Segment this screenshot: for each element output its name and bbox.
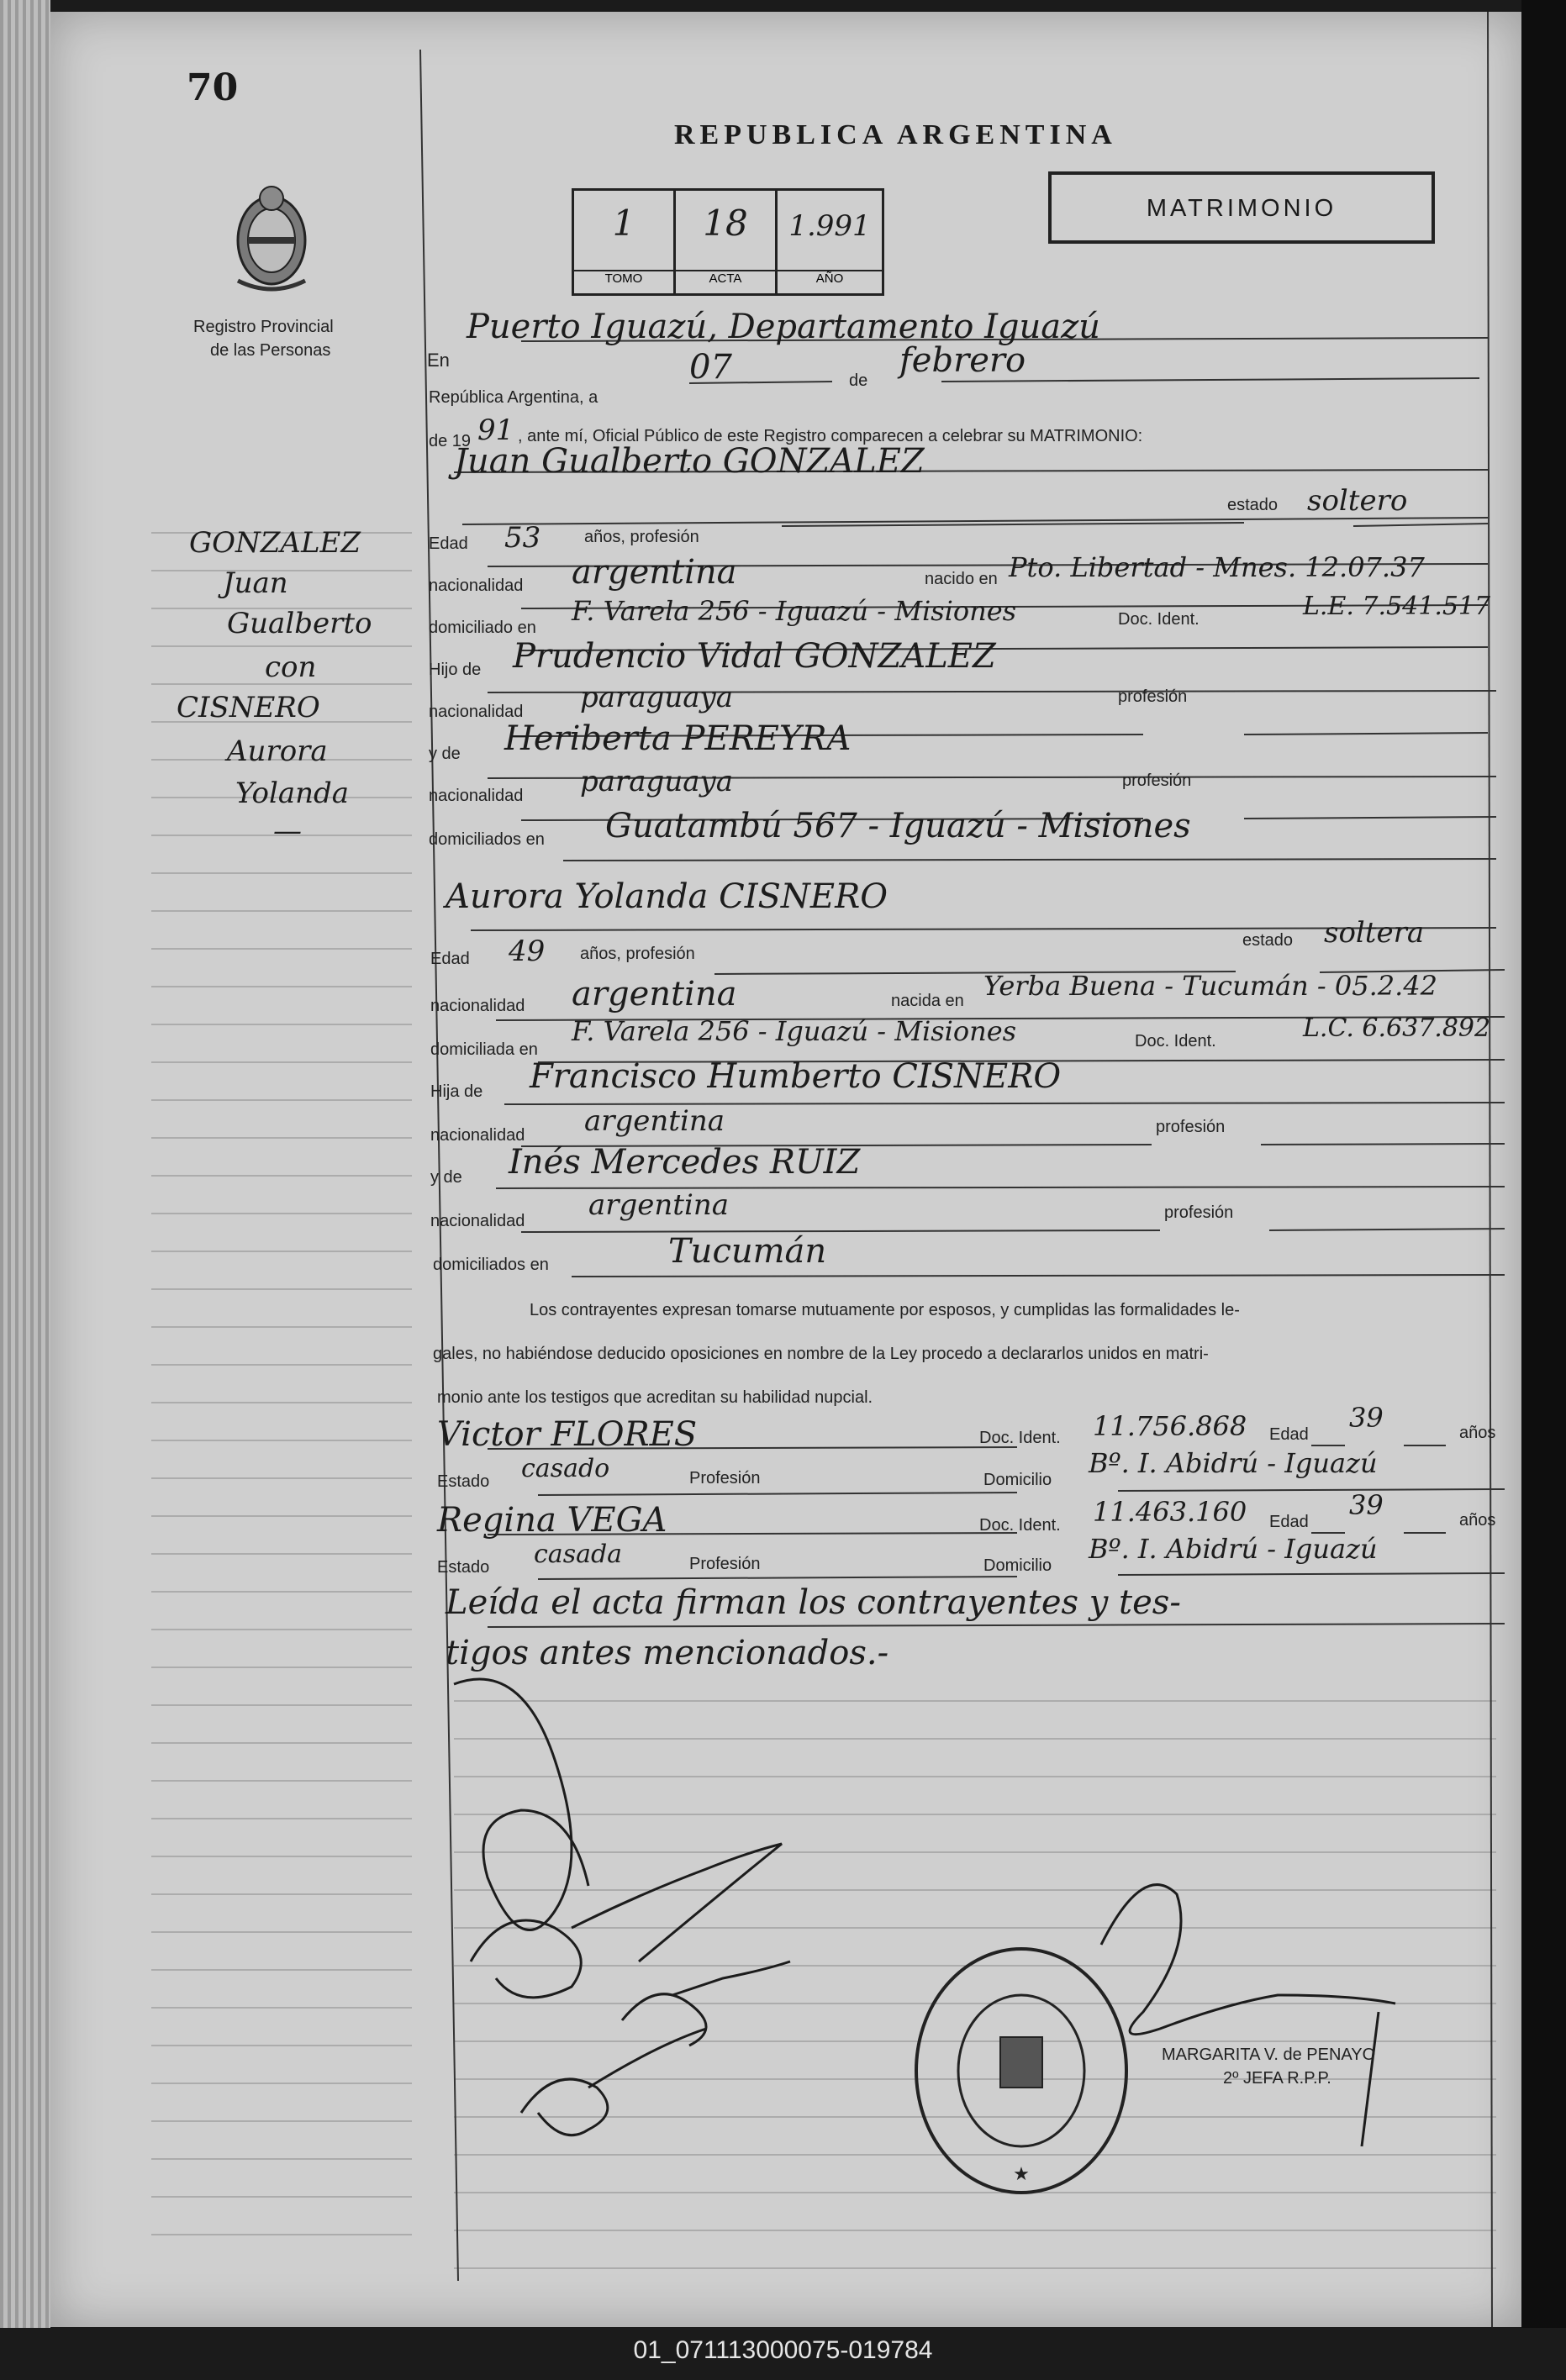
bride-yde-label: y de <box>430 1168 462 1187</box>
bride-mother-nac: argentina <box>588 1188 730 1222</box>
witness-2-doc: 11.463.160 <box>1093 1496 1247 1528</box>
day-value: 07 <box>689 348 732 387</box>
declaration-line-2: gales, no habiéndose deducido oposiciones en nombre de la Ley procedo a declararlos unidos en matri- <box>433 1345 1209 1363</box>
signature-groom <box>454 1679 588 1930</box>
de-label: de <box>849 371 868 390</box>
groom-mother-profesion-label: profesión <box>1122 771 1192 790</box>
witness-2-profesion-label: Profesión <box>689 1555 761 1573</box>
act-type-label: MATRIMONIO <box>1146 195 1337 222</box>
acta-label: ACTA <box>676 270 775 293</box>
groom-father-nac-label: nacionalidad <box>429 703 524 721</box>
page-right-edge <box>1521 0 1566 2328</box>
ano-label: AÑO <box>778 270 882 293</box>
groom-estado: soltero <box>1307 484 1408 518</box>
bride-doc-label: Doc. Ident. <box>1135 1032 1216 1050</box>
en-label: En <box>427 350 450 371</box>
bride-mother: Inés Mercedes RUIZ <box>509 1143 861 1182</box>
tomo-label: TOMO <box>574 270 673 293</box>
witness-1-doc-label: Doc. Ident. <box>979 1429 1061 1447</box>
groom-mother: Heriberta PEREYRA <box>504 719 852 758</box>
book-spine <box>0 0 50 2328</box>
witness-1-profesion-label: Profesión <box>689 1469 761 1488</box>
groom-nacido-label: nacido en <box>925 570 998 588</box>
groom-nacido: Pto. Libertad - Mnes. 12.07.37 <box>1009 551 1425 583</box>
groom-father-profesion-label: profesión <box>1118 687 1188 706</box>
signature-witness-1 <box>622 1961 790 2046</box>
official-name: MARGARITA V. de PENAYO <box>1162 2046 1376 2064</box>
margin-note-line-1: GONZALEZ <box>189 526 361 560</box>
groom-edad: 53 <box>504 521 541 555</box>
signature-bride <box>471 1844 782 1998</box>
signature-witness-2 <box>521 2029 706 2135</box>
page-number: 70 <box>187 66 239 109</box>
groom-mother-nac: paraguaya <box>580 765 733 798</box>
margin-note-line-3: Gualberto <box>227 607 372 640</box>
witness-2-doc-label: Doc. Ident. <box>979 1516 1061 1535</box>
year-prefix: de 19 <box>429 432 472 450</box>
witness-1-edad-label: Edad <box>1269 1425 1309 1444</box>
witness-1-domicilio: Bº. I. Abidrú - Iguazú <box>1089 1447 1378 1479</box>
bride-mother-profesion-label: profesión <box>1164 1203 1234 1222</box>
witness-1-domicilio-label: Domicilio <box>983 1471 1052 1489</box>
signatures <box>50 12 1521 2327</box>
acta-value: 18 <box>703 203 748 244</box>
bride-father-nac-label: nacionalidad <box>430 1126 525 1145</box>
groom-doc-label: Doc. Ident. <box>1118 610 1200 629</box>
register-page <box>50 12 1521 2327</box>
bride-edad: 49 <box>509 935 546 968</box>
groom-domicilio-label: domiciliado en <box>429 619 536 637</box>
bride-estado-label: estado <box>1242 931 1294 950</box>
month-value: febrero <box>899 341 1026 380</box>
witness-2-name: Regina VEGA <box>437 1501 667 1540</box>
republica-label: República Argentina, a <box>429 388 598 407</box>
bride-parents-dom: Tucumán <box>668 1232 827 1271</box>
groom-edad-label: Edad <box>429 534 468 553</box>
witness-1-edad: 39 <box>1349 1402 1384 1434</box>
bride-nacida-label: nacida en <box>891 992 964 1010</box>
bride-edad-label: Edad <box>430 950 470 968</box>
bride-domicilio-label: domiciliada en <box>430 1040 538 1059</box>
witness-2-anos-label: años <box>1459 1511 1496 1530</box>
groom-hijo-label: Hijo de <box>429 661 482 679</box>
witness-1-name: Victor FLORES <box>437 1415 698 1454</box>
witness-1-estado: casado <box>521 1454 610 1483</box>
country-heading: REPUBLICA ARGENTINA <box>674 119 1117 150</box>
bride-domicilio: F. Varela 256 - Iguazú - Misiones <box>572 1015 1017 1047</box>
groom-doc: L.E. 7.541.517 <box>1303 592 1491 621</box>
official-stamp-icon <box>916 1949 1126 2193</box>
margin-note-line-5: CISNERO <box>177 691 320 724</box>
ano-value: 1.991 <box>788 209 871 243</box>
witness-1-anos-label: años <box>1459 1424 1496 1442</box>
bride-name: Aurora Yolanda CISNERO <box>446 877 888 916</box>
groom-domiciliados-label: domiciliados en <box>429 830 545 849</box>
groom-father: Prudencio Vidal GONZALEZ <box>513 637 996 676</box>
margin-note-line-2: Juan <box>223 566 288 600</box>
closing-line-1: Leída el acta firman los contrayentes y tes- <box>446 1583 1181 1622</box>
groom-mother-nac-label: nacionalidad <box>429 787 524 805</box>
bride-domiciliados-label: domiciliados en <box>433 1256 549 1274</box>
groom-domicilio: F. Varela 256 - Iguazú - Misiones <box>572 595 1017 627</box>
bride-anos-label: años, profesión <box>580 945 695 963</box>
bride-father-profesion-label: profesión <box>1156 1118 1226 1136</box>
groom-parents-dom: Guatambú 567 - Iguazú - Misiones <box>605 807 1191 845</box>
witness-2-edad-label: Edad <box>1269 1513 1309 1531</box>
bride-nacionalidad-label: nacionalidad <box>430 997 525 1015</box>
declaration-line-1: Los contrayentes expresan tomarse mutuamente por esposos, y cumplidas las formalidades le- <box>530 1301 1240 1319</box>
witness-2-domicilio-label: Domicilio <box>983 1556 1052 1575</box>
tomo-value: 1 <box>612 203 635 244</box>
witness-1-doc: 11.756.868 <box>1093 1410 1247 1442</box>
svg-text:★: ★ <box>1013 2163 1030 2184</box>
margin-note-line-4: con <box>265 650 317 684</box>
margin-note-line-6: Aurora <box>227 735 328 768</box>
registry-label-2: de las Personas <box>210 341 331 360</box>
closing-line-2: tigos antes mencionados.- <box>446 1634 889 1672</box>
bride-nacida: Yerba Buena - Tucumán - 05.2.42 <box>983 970 1438 1002</box>
witness-2-edad: 39 <box>1349 1489 1384 1521</box>
groom-name: Juan Gualberto GONZALEZ <box>454 442 925 481</box>
witness-1-estado-label: Estado <box>437 1472 490 1491</box>
witness-2-estado-label: Estado <box>437 1558 490 1577</box>
groom-estado-label: estado <box>1227 496 1279 514</box>
intro-phrase: , ante mí, Oficial Público de este Registro comparecen a celebrar su MATRIMONIO: <box>518 427 1143 445</box>
witness-2-domicilio: Bº. I. Abidrú - Iguazú <box>1089 1533 1378 1565</box>
registry-label-1: Registro Provincial <box>193 318 334 336</box>
place-value: Puerto Iguazú, Departamento Iguazú <box>467 308 1100 346</box>
groom-nacionalidad-label: nacionalidad <box>429 577 524 595</box>
margin-note-line-8: — <box>273 814 302 848</box>
official-title: 2º JEFA R.P.P. <box>1223 2069 1331 2088</box>
groom-nacionalidad: argentina <box>572 553 737 592</box>
bride-father: Francisco Humberto CISNERO <box>530 1057 1062 1096</box>
bride-father-nac: argentina <box>584 1104 725 1138</box>
groom-yde-label: y de <box>429 745 461 763</box>
bride-estado: soltera <box>1324 916 1425 950</box>
bride-doc: L.C. 6.637.892 <box>1303 1014 1491 1043</box>
witness-2-estado: casada <box>534 1540 623 1569</box>
groom-father-nac: paraguaya <box>580 681 733 714</box>
margin-note-line-7: Yolanda <box>235 777 350 810</box>
document-id-footer: 01_071113000075-019784 <box>633 2336 933 2364</box>
bride-hija-label: Hija de <box>430 1082 483 1101</box>
signature-official <box>1101 1885 1395 2146</box>
declaration-line-3: monio ante los testigos que acreditan su habilidad nupcial. <box>437 1388 873 1407</box>
year-suffix: 91 <box>477 413 514 447</box>
groom-anos-label: años, profesión <box>584 528 699 546</box>
bride-mother-nac-label: nacionalidad <box>430 1212 525 1230</box>
bride-nacionalidad: argentina <box>572 975 737 1014</box>
